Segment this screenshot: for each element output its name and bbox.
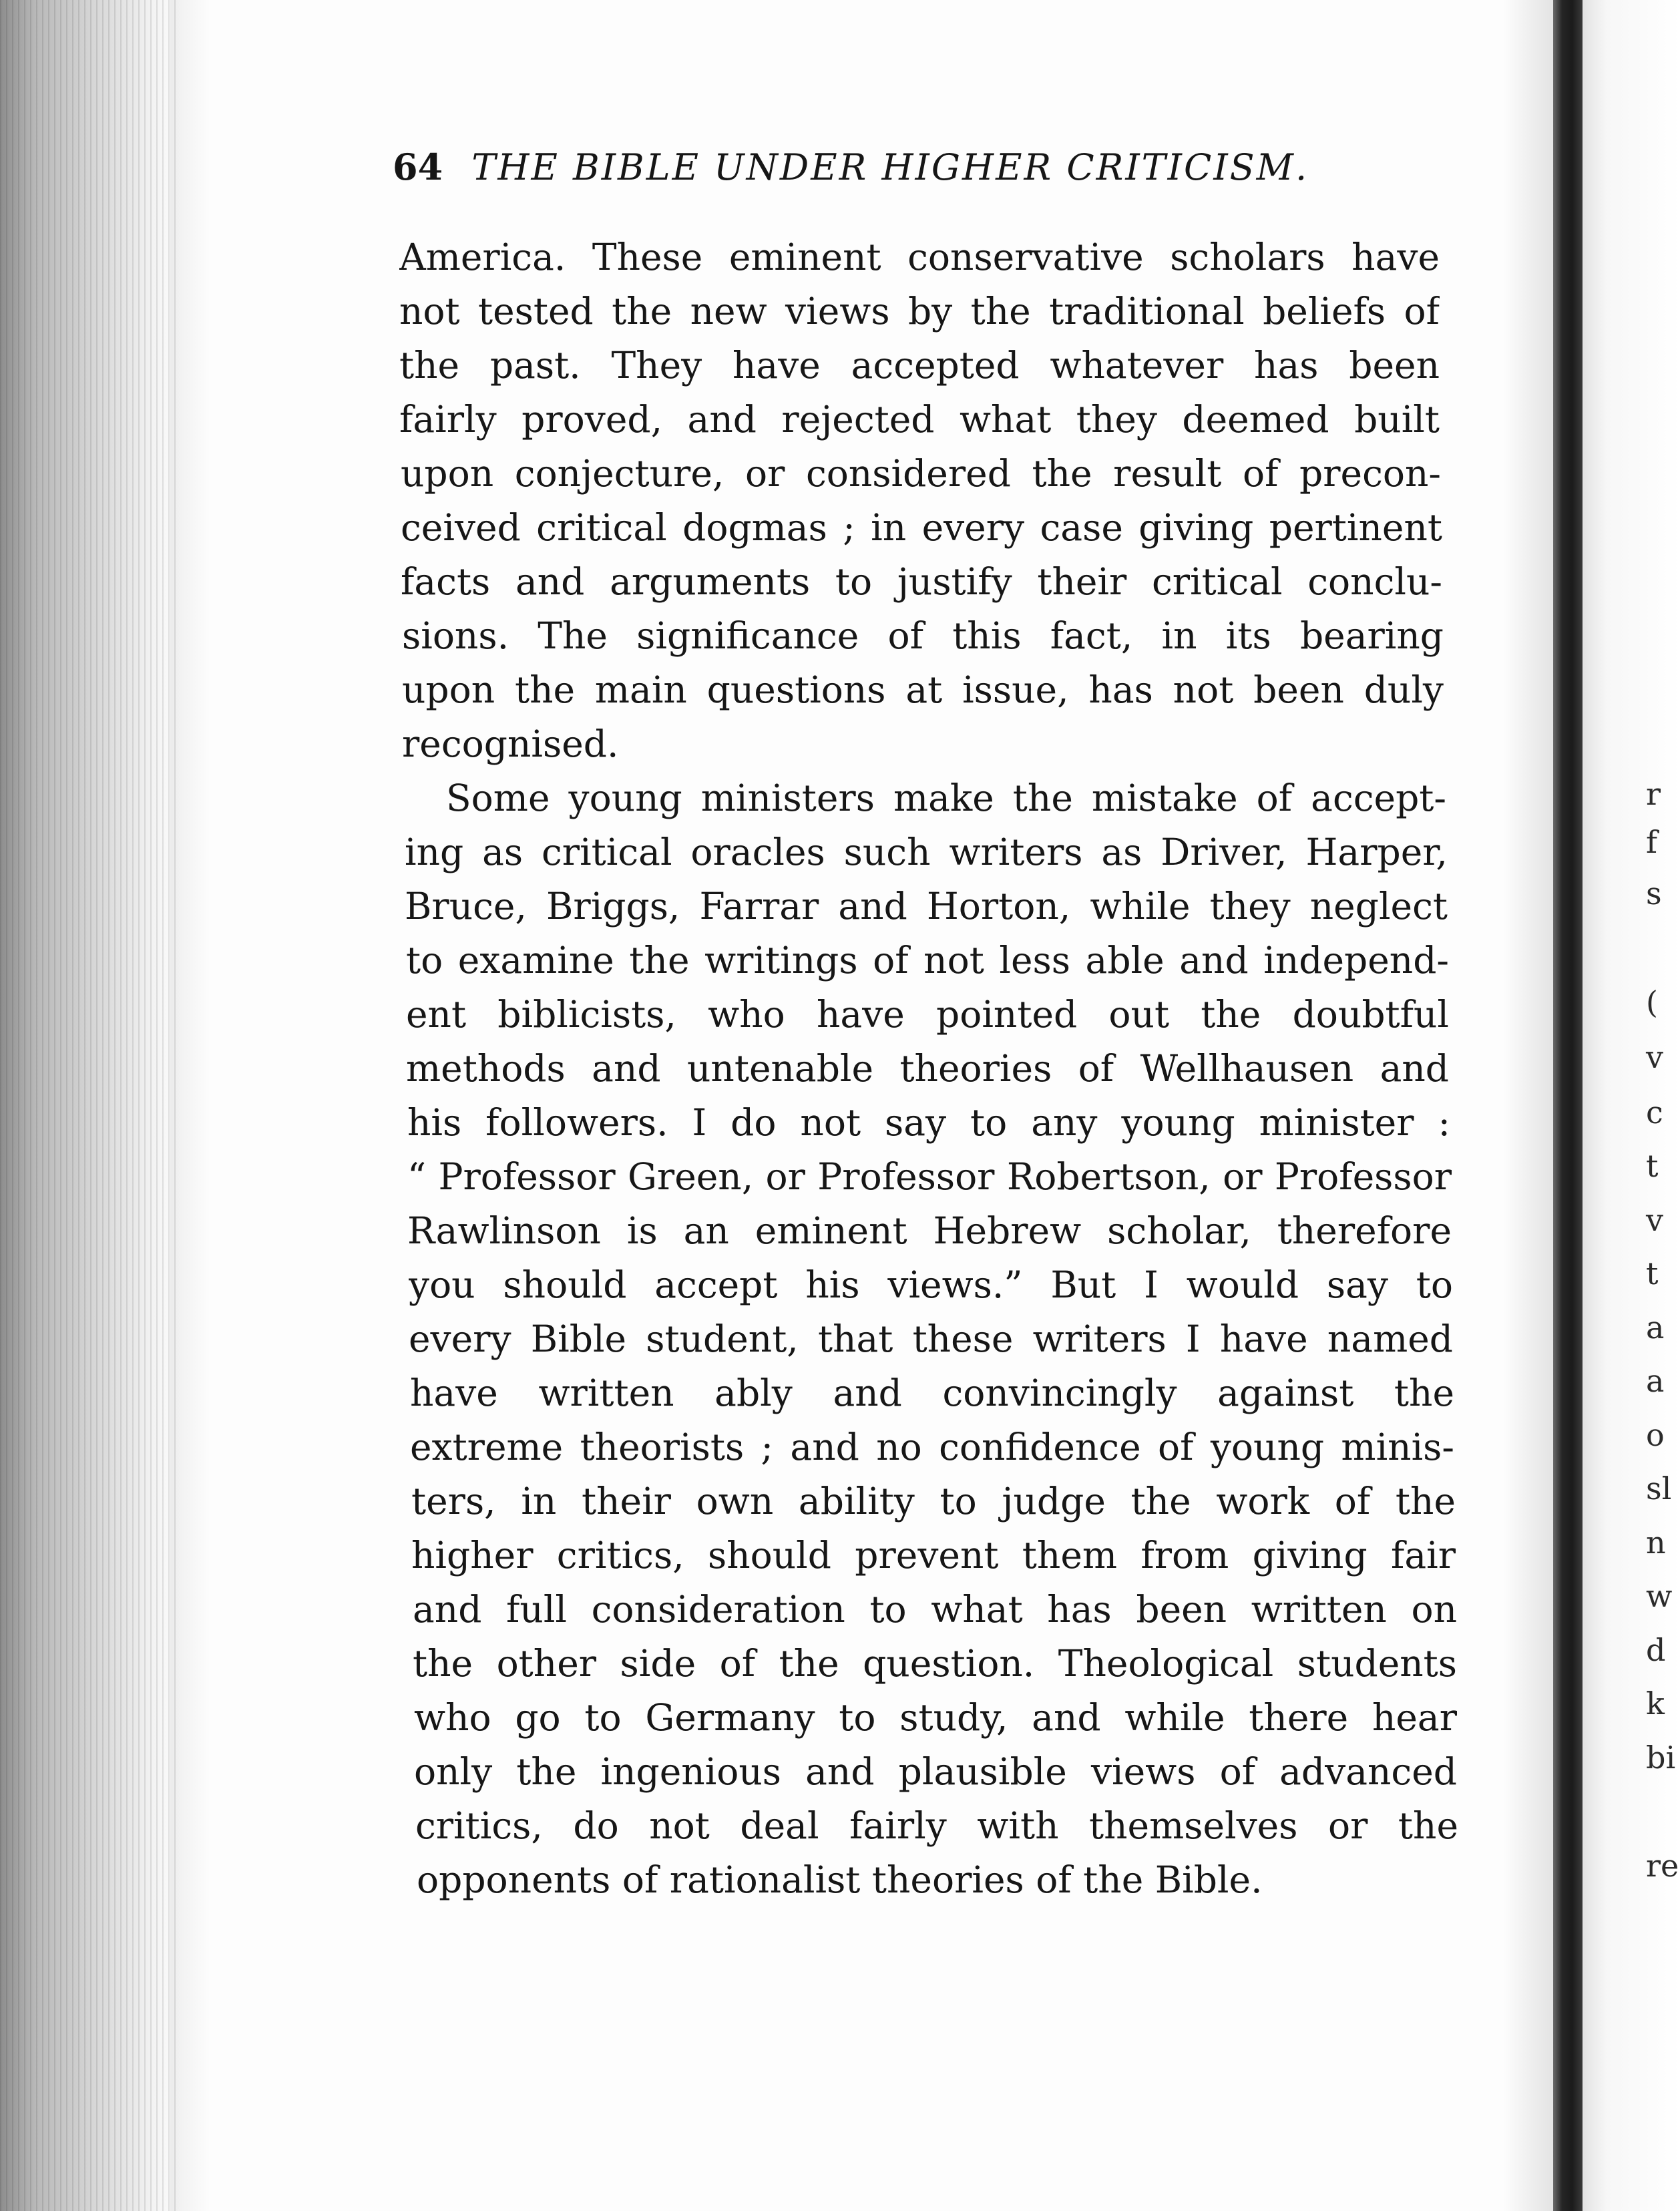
text-line: “ Professor Green, or Professor Robertson, or Professor — [407, 1155, 1452, 1198]
left-gutter-shadow — [170, 0, 210, 2211]
facing-page-fragment: a — [1646, 1310, 1665, 1346]
text-line: who go to Germany to study, and while there hear — [414, 1696, 1457, 1739]
left-page-edge — [0, 0, 180, 2211]
facing-page-fragment: w — [1646, 1578, 1673, 1614]
text-line: extreme theorists ; and no confidence of young minis- — [410, 1426, 1454, 1468]
text-line: Bruce, Briggs, Farrar and Horton, while they neglect — [405, 885, 1448, 928]
facing-page-fragment: v — [1646, 1202, 1663, 1238]
text-line: upon conjecture, or considered the result of precon- — [401, 452, 1441, 495]
facing-page-fragment: bi — [1646, 1740, 1676, 1776]
text-line: facts and arguments to justify their critical conclu- — [401, 560, 1442, 603]
text-line: opponents of rationalist theories of the Bible. — [417, 1858, 1263, 1901]
facing-page-fragment: d — [1646, 1632, 1666, 1668]
facing-page-fragment: k — [1646, 1685, 1665, 1722]
facing-page-fragment: t — [1646, 1255, 1659, 1291]
book-spine — [1553, 0, 1583, 2211]
spine-shadow — [1502, 0, 1553, 2211]
text-line: critics, do not deal fairly with themselves or the — [415, 1804, 1458, 1847]
page-number: 64 — [393, 146, 443, 188]
text-line: higher critics, should prevent them from giving fair — [411, 1534, 1456, 1577]
running-head — [393, 144, 1368, 191]
text-line: methods and untenable theories of Wellhausen and — [406, 1047, 1449, 1090]
text-line: fairly proved, and rejected what they deemed built — [399, 398, 1440, 441]
text-line: ing as critical oracles such writers as Driver, Harper, — [405, 831, 1448, 873]
text-line: you should accept his views.” But I would say to — [409, 1263, 1453, 1306]
text-line: sions. The significance of this fact, in its bearing — [402, 614, 1444, 657]
text-line: to examine the writings of not less able and independ- — [406, 939, 1449, 982]
text-line: upon the main questions at issue, has not been duly — [402, 668, 1444, 711]
text-line: his followers. I do not say to any young minister : — [407, 1101, 1450, 1144]
facing-page-edge — [1583, 0, 1680, 2211]
text-line: ceived critical dogmas ; in every case giving pertinent — [401, 506, 1442, 549]
facing-page-fragment: ( — [1646, 984, 1658, 1020]
running-title: THE BIBLE UNDER HIGHER CRITICISM. — [471, 146, 1309, 188]
text-line: Rawlinson is an eminent Hebrew scholar, therefore — [407, 1209, 1452, 1252]
text-line: not tested the new views by the traditional beliefs of — [399, 290, 1440, 333]
facing-page-fragment: c — [1646, 1094, 1663, 1131]
text-line: ters, in their own ability to judge the work of the — [411, 1480, 1456, 1523]
text-line: only the ingenious and plausible views of advanced — [414, 1750, 1457, 1793]
facing-page-fragment: sl — [1646, 1470, 1672, 1506]
facing-page-fragment: a — [1646, 1363, 1665, 1399]
text-line: every Bible student, that these writers I have named — [409, 1318, 1453, 1360]
facing-page-fragment: o — [1646, 1417, 1665, 1453]
text-line: the past. They have accepted whatever has been — [399, 344, 1440, 387]
facing-page-fragment: s — [1646, 875, 1662, 912]
facing-page-fragment: re — [1646, 1848, 1679, 1884]
text-line: and full consideration to what has been written on — [413, 1588, 1457, 1631]
text-line: recognised. — [402, 723, 619, 765]
facing-page-fragment: v — [1646, 1039, 1663, 1075]
text-line: Some young ministers make the mistake of accept- — [446, 777, 1446, 819]
text-line: ent biblicists, who have pointed out the doubtful — [406, 993, 1449, 1036]
facing-page-fragment: n — [1646, 1525, 1666, 1561]
text-line: the other side of the question. Theological students — [413, 1642, 1457, 1685]
facing-page-fragment: r — [1646, 776, 1661, 812]
text-line: America. These eminent conservative scholars have — [399, 236, 1440, 278]
facing-page-fragment: t — [1646, 1148, 1659, 1184]
text-line: have written ably and convincingly against the — [410, 1372, 1454, 1414]
facing-page-fragment: f — [1646, 824, 1658, 860]
